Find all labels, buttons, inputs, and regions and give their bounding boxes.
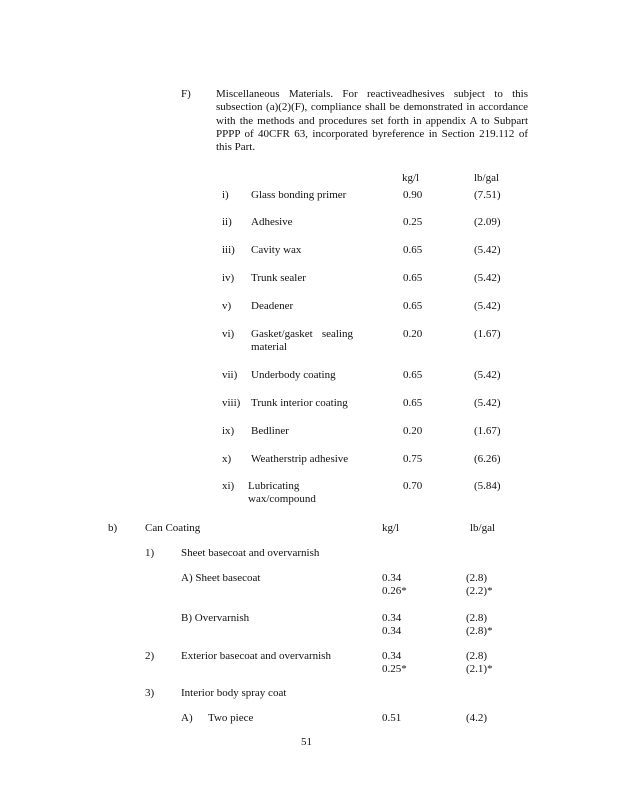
item-lb: (5.84) xyxy=(474,480,501,492)
item-name: Glass bonding primer xyxy=(251,189,347,201)
sub1-b-kg-1: 0.34 xyxy=(382,612,402,624)
sub1-a-kg-1: 0.34 xyxy=(382,572,402,584)
section-f-paragraph: Miscellaneous Materials. For reactiveadhesives subject to this subsection (a)(2)(F), compliance shall be demonstrated in accordance with the methods and procedures set forth in appendix A to Subpart PPPP of 40CFR 63, incorporated byreference in Section 219.112 of this Part. xyxy=(216,88,528,154)
sub3-a-label: Two piece xyxy=(208,712,254,724)
b-col-kg-header: kg/l xyxy=(382,522,400,534)
item-number: iii) xyxy=(222,244,235,256)
sub3-marker: 3) xyxy=(145,687,155,699)
section-f-marker: F) xyxy=(181,88,191,100)
item-number: i) xyxy=(222,189,229,201)
sub1-title: Sheet basecoat and overvarnish xyxy=(181,547,320,559)
sub2-title: Exterior basecoat and overvarnish xyxy=(181,650,331,662)
item-name: Trunk sealer xyxy=(251,272,306,284)
f-col-lb-header: lb/gal xyxy=(474,172,500,184)
item-number: vii) xyxy=(222,369,238,381)
item-name: Gasket/gasket sealing material xyxy=(251,328,353,353)
item-lb: (6.26) xyxy=(474,453,501,465)
item-name: Lubricating wax/compound xyxy=(248,480,316,505)
item-kg: 0.20 xyxy=(403,328,423,340)
sub3-title: Interior body spray coat xyxy=(181,687,287,699)
item-lb: (5.42) xyxy=(474,397,501,409)
item-kg: 0.75 xyxy=(403,453,423,465)
sub3-a-marker: A) xyxy=(181,712,193,724)
item-number: v) xyxy=(222,300,232,312)
item-name: Underbody coating xyxy=(251,369,336,381)
page-number: 51 xyxy=(301,736,312,748)
item-number: ii) xyxy=(222,216,232,228)
item-number: iv) xyxy=(222,272,235,284)
item-lb: (2.09) xyxy=(474,216,501,228)
item-kg: 0.90 xyxy=(403,189,423,201)
sub1-marker: 1) xyxy=(145,547,155,559)
item-number: vi) xyxy=(222,328,235,340)
item-kg: 0.20 xyxy=(403,425,423,437)
sub2-lb-2: (2.1)* xyxy=(466,663,493,675)
item-kg: 0.25 xyxy=(403,216,423,228)
sub2-marker: 2) xyxy=(145,650,155,662)
sub1-b-lb-2: (2.8)* xyxy=(466,625,493,637)
section-b-marker: b) xyxy=(108,522,118,534)
item-kg: 0.70 xyxy=(403,480,423,492)
sub3-a-kg: 0.51 xyxy=(382,712,402,724)
sub1-a-label: A) Sheet basecoat xyxy=(181,572,261,584)
sub1-a-lb-2: (2.2)* xyxy=(466,585,493,597)
item-kg: 0.65 xyxy=(403,300,423,312)
item-number: viii) xyxy=(222,397,241,409)
item-kg: 0.65 xyxy=(403,369,423,381)
item-name: Trunk interior coating xyxy=(251,397,348,409)
item-name: Cavity wax xyxy=(251,244,302,256)
sub2-kg-1: 0.34 xyxy=(382,650,402,662)
sub2-lb-1: (2.8) xyxy=(466,650,488,662)
item-lb: (5.42) xyxy=(474,244,501,256)
item-number: xi) xyxy=(222,480,235,492)
sub2-kg-2: 0.25* xyxy=(382,663,407,675)
item-lb: (5.42) xyxy=(474,300,501,312)
item-kg: 0.65 xyxy=(403,397,423,409)
item-name: Adhesive xyxy=(251,216,293,228)
item-name: Bedliner xyxy=(251,425,289,437)
item-lb: (1.67) xyxy=(474,425,501,437)
item-lb: (5.42) xyxy=(474,369,501,381)
sub1-b-label: B) Overvarnish xyxy=(181,612,250,624)
sub1-b-lb-1: (2.8) xyxy=(466,612,488,624)
item-kg: 0.65 xyxy=(403,272,423,284)
item-lb: (5.42) xyxy=(474,272,501,284)
item-number: x) xyxy=(222,453,232,465)
item-kg: 0.65 xyxy=(403,244,423,256)
item-name: Deadener xyxy=(251,300,294,312)
sub1-b-kg-2: 0.34 xyxy=(382,625,402,637)
sub1-a-kg-2: 0.26* xyxy=(382,585,407,597)
f-col-kg-header: kg/l xyxy=(402,172,420,184)
b-col-lb-header: lb/gal xyxy=(470,522,496,534)
sub3-a-lb: (4.2) xyxy=(466,712,488,724)
item-lb: (1.67) xyxy=(474,328,501,340)
item-lb: (7.51) xyxy=(474,189,501,201)
section-b-title: Can Coating xyxy=(145,522,201,534)
item-name: Weatherstrip adhesive xyxy=(251,453,349,465)
sub1-a-lb-1: (2.8) xyxy=(466,572,488,584)
item-number: ix) xyxy=(222,425,235,437)
